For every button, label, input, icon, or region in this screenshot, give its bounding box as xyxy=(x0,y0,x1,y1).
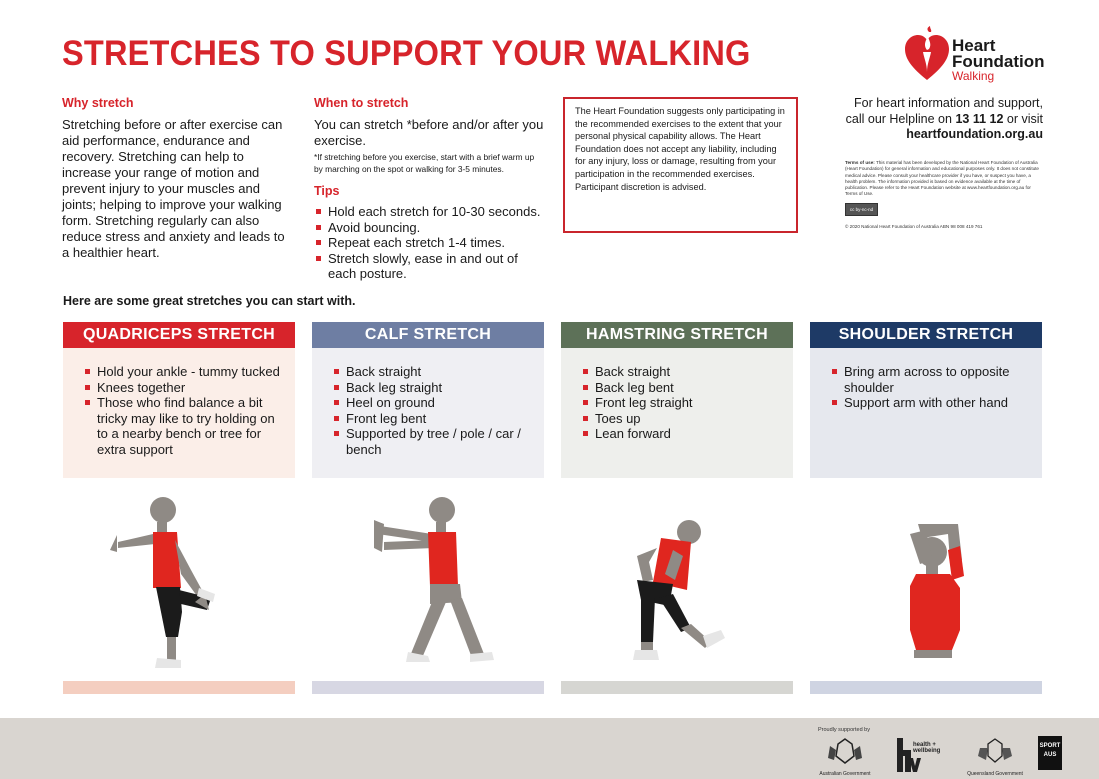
card-item: Back straight xyxy=(332,364,536,380)
card-title: CALF STRETCH xyxy=(312,322,544,348)
helpline-line2 xyxy=(783,112,1043,128)
card-item: Lean forward xyxy=(581,426,785,442)
shoulder-stretch-figure xyxy=(810,490,1042,675)
card-shoulder xyxy=(810,322,1042,478)
quadriceps-stretch-figure xyxy=(63,490,295,675)
helpline-suffix: or visit xyxy=(1003,111,1043,126)
terms-text: This material has been developed by the National Heart Foundation of Australia (Heart Foundation) for general information and educational purposes only. It does not constitute medical advice. Please consult your healthcare provider if you have, or suspect you have, a health problem. The information provided is based on evidence available at the time of publication. Please refer to the Heart Foundation website at www.heartfoundation.org.au for Terms of Use. xyxy=(845,160,1039,197)
logo-text-foundation: Foundation xyxy=(952,52,1045,71)
tips-list xyxy=(314,204,544,282)
card-body xyxy=(561,348,793,478)
footer xyxy=(0,718,1099,779)
intro-text: Here are some great stretches you can start with. xyxy=(63,294,356,308)
website-link[interactable]: heartfoundation.org.au xyxy=(906,127,1043,141)
helpline-info xyxy=(783,96,1043,143)
helpline-line1: For heart information and support, xyxy=(854,96,1043,110)
tips-heading: Tips xyxy=(314,184,340,198)
warmup-note: *If stretching before you exercise, start with a brief warm up by marching on the spot or walking for 3-5 minutes. xyxy=(314,152,535,174)
hamstring-stretch-figure xyxy=(561,490,793,675)
card-item: Back straight xyxy=(581,364,785,380)
card-body xyxy=(810,348,1042,478)
disclaimer-box: The Heart Foundation suggests only participating in the recommended exercises to the extent that your personal physical capability allows. The Heart Foundation does not accept any liability, including for any injury, loss or damage, resulting from your participation in the recommended exercises. Participant discretion is advised. xyxy=(563,97,798,233)
card-item: Heel on ground xyxy=(332,395,536,411)
card-item: Hold your ankle - tummy tucked xyxy=(83,364,287,380)
card-item: Supported by tree / pole / car / bench xyxy=(332,426,536,457)
card-item: Bring arm across to opposite shoulder xyxy=(830,364,1034,395)
why-stretch-section xyxy=(62,96,287,261)
heart-logo-icon xyxy=(902,26,952,84)
card-item: Toes up xyxy=(581,411,785,427)
sponsor-name: health + wellbeing xyxy=(913,742,941,754)
australian-government-logo xyxy=(810,736,880,777)
card-item: Back leg straight xyxy=(332,380,536,396)
when-to-stretch-text: You can stretch *before and/or after you exercise. xyxy=(314,117,544,148)
tip-item: Stretch slowly, ease in and out of each posture. xyxy=(314,251,544,282)
card-footer-bar xyxy=(810,681,1042,694)
card-item: Support arm with other hand xyxy=(830,395,1034,411)
queensland-government-logo xyxy=(966,736,1024,777)
card-item: Back leg bent xyxy=(581,380,785,396)
page-title: STRETCHES TO SUPPORT YOUR WALKING xyxy=(62,34,751,73)
supported-by-label: Proudly supported by xyxy=(818,727,870,733)
card-calf xyxy=(312,322,544,478)
terms-label: Terms of use: xyxy=(845,160,875,165)
card-item: Front leg bent xyxy=(332,411,536,427)
card-footer-bar xyxy=(63,681,295,694)
card-title: SHOULDER STRETCH xyxy=(810,322,1042,348)
card-item: Those who find balance a bit tricky may like to try holding on to a nearby bench or tree for extra support xyxy=(83,395,287,457)
card-hamstring xyxy=(561,322,793,478)
health-wellbeing-logo xyxy=(893,736,951,774)
sponsor-name: Queensland Government xyxy=(967,771,1023,777)
terms-of-use xyxy=(845,160,1041,230)
card-footer-bar xyxy=(312,681,544,694)
card-quadriceps xyxy=(63,322,295,478)
card-item: Knees together xyxy=(83,380,287,396)
sport-aus-logo: SPORT AUS xyxy=(1038,736,1062,770)
why-stretch-heading: Why stretch xyxy=(62,96,134,110)
tip-item: Avoid bouncing. xyxy=(314,220,544,236)
when-to-stretch-heading: When to stretch xyxy=(314,96,409,110)
helpline-number: 13 11 12 xyxy=(955,111,1004,126)
coat-of-arms-icon xyxy=(810,736,880,766)
tip-item: Hold each stretch for 10-30 seconds. xyxy=(314,204,544,220)
copyright-text: © 2020 National Heart Foundation of Australia ABN 98 008 419 761 xyxy=(845,223,983,229)
card-title: HAMSTRING STRETCH xyxy=(561,322,793,348)
helpline-prefix: call our Helpline on xyxy=(845,111,956,126)
card-footer-bar xyxy=(561,681,793,694)
sponsor-name: Australian Government xyxy=(819,771,871,777)
card-body xyxy=(63,348,295,478)
card-item: Front leg straight xyxy=(581,395,785,411)
card-title: QUADRICEPS STRETCH xyxy=(63,322,295,348)
why-stretch-text: Stretching before or after exercise can aid performance, endurance and recovery. Stretching can help to increase your range of motion and prevent injury to your muscles and joints; helping to improve your walking form. Stretching regularly can also reduce stress and anxiety and leads to a healthier heart. xyxy=(62,117,285,260)
logo-text-walking: Walking xyxy=(952,69,995,83)
logo-text-heart: Heart xyxy=(952,36,996,55)
qld-crest-icon xyxy=(966,736,1024,766)
heart-foundation-logo xyxy=(902,26,1052,86)
when-to-stretch-section xyxy=(314,96,544,282)
tip-item: Repeat each stretch 1-4 times. xyxy=(314,235,544,251)
cc-license-badge: cc by-nc-nd xyxy=(845,203,878,216)
calf-stretch-figure xyxy=(312,490,544,675)
card-body xyxy=(312,348,544,478)
